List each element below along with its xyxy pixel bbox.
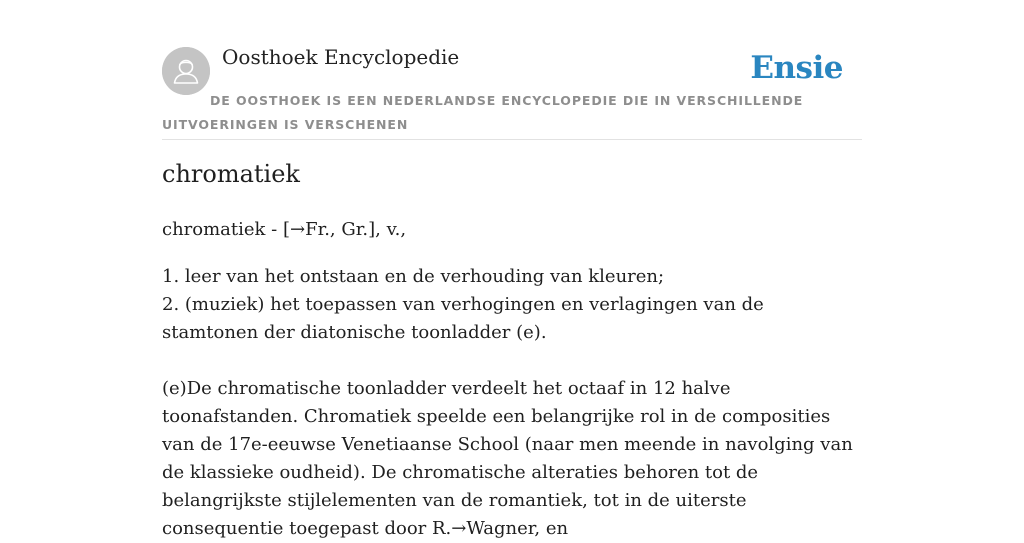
entry-title: chromatiek	[162, 160, 300, 188]
entry-definitions	[162, 263, 862, 347]
entry-lemma: chromatiek - [→Fr., Gr.], v.,	[162, 219, 407, 240]
encyclopedia-tagline: DE OOSTHOEK IS EEN NEDERLANDSE ENCYCLOPEDIE DIE IN VERSCHILLENDE UITVOERINGEN IS VERSCHENEN	[162, 93, 804, 132]
ensie-logo-link[interactable]: Ensie	[750, 50, 843, 86]
page-content	[162, 0, 862, 539]
definition-item: 2. (muziek) het toepassen van verhogingen en verlagingen van de stamtonen der diatonische toonladder (e).	[162, 294, 764, 343]
entry-note: (e)De chromatische toonladder verdeelt het octaaf in 12 halve toonafstanden. Chromatiek speelde een belangrijke rol in de composities van de 17e-eeuwse Venetiaanse School (naar men meende in navolging van de klassieke oudheid). De chromatische alteraties behoren tot de belangrijkste stijlelementen van de romantiek, tot in de uiterste consequentie toegepast door R.→Wagner, en	[162, 378, 853, 539]
definition-item: 1. leer van het ontstaan en de verhouding van kleuren;	[162, 266, 665, 287]
encyclopedia-title[interactable]: Oosthoek Encyclopedie	[222, 45, 460, 69]
encyclopedia-header	[162, 0, 862, 140]
user-avatar-icon[interactable]	[162, 47, 210, 95]
